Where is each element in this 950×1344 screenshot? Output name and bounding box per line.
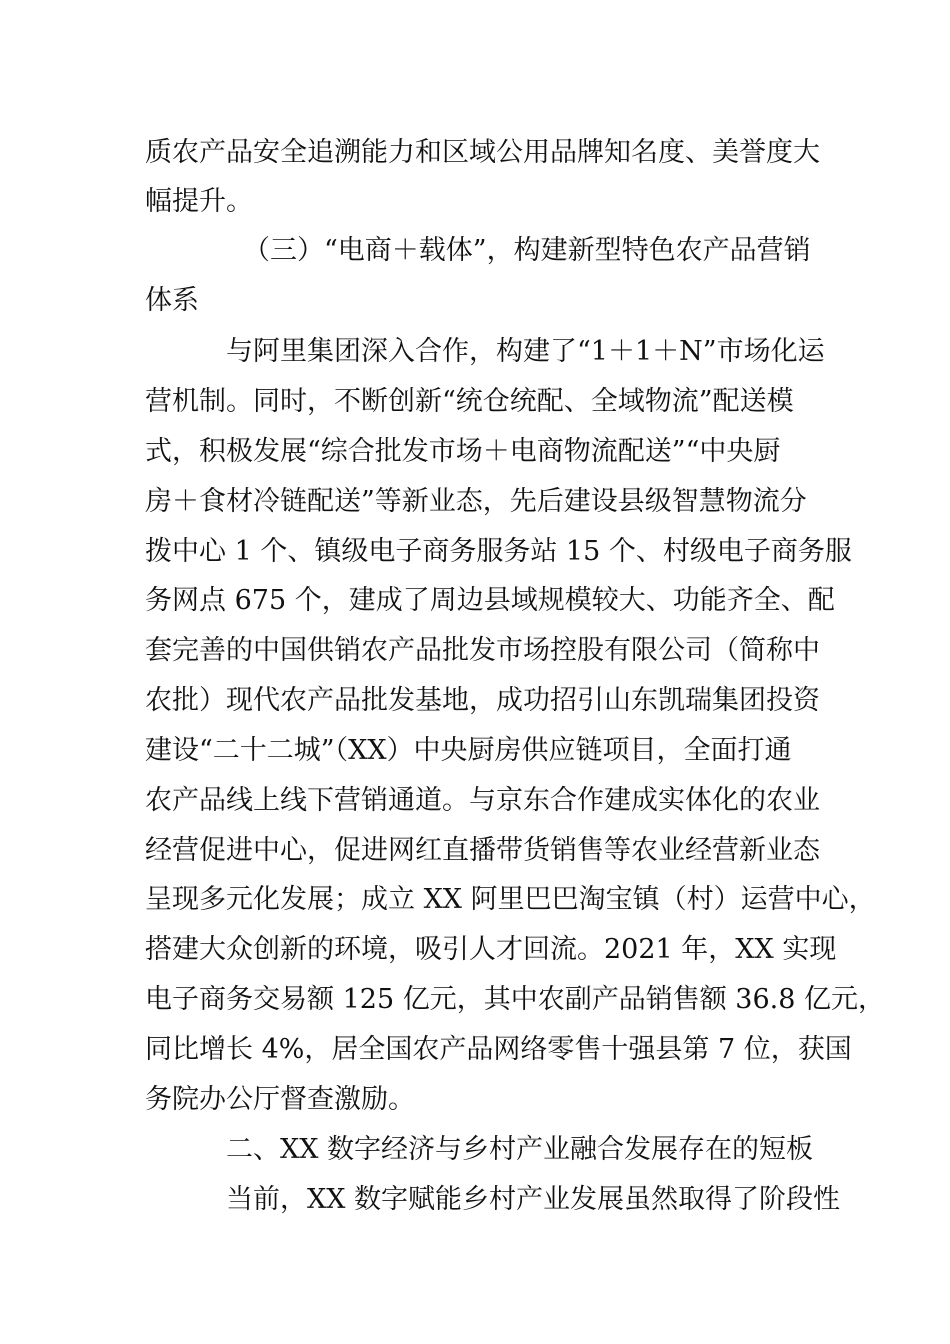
paragraph-line-1: 与阿里集团深入合作，构建了“1＋1＋N”市场化运: [226, 336, 825, 367]
paragraph-line-11: 经营促进中心，促进网红直播带货销售等农业经营新业态: [145, 835, 820, 866]
last-paragraph-line-1: 当前，XX 数字赋能乡村产业发展虽然取得了阶段性: [226, 1184, 841, 1215]
section-heading: 二、XX 数字经济与乡村产业融合发展存在的短板: [226, 1134, 814, 1165]
paragraph-line-7: 套完善的中国供销农产品批发市场控股有限公司（简称中: [145, 635, 820, 666]
paragraph-line-8: 农批）现代农产品批发基地，成功招引山东凯瑞集团投资: [145, 685, 820, 716]
paragraph-line-13: 搭建大众创新的环境，吸引人才回流。2021 年，XX 实现: [145, 934, 837, 965]
continuation-line-2: 幅提升。: [145, 186, 253, 217]
paragraph-line-9: 建设“二十二城”（XX）中央厨房供应链项目，全面打通: [145, 735, 792, 766]
paragraph-line-14: 电子商务交易额 125 亿元，其中农副产品销售额 36.8 亿元，: [145, 984, 885, 1015]
subsection-heading-line-2: 体系: [145, 285, 199, 316]
paragraph-line-4: 房＋食材冷链配送”等新业态，先后建设县级智慧物流分: [145, 486, 807, 517]
paragraph-line-2: 营机制。同时，不断创新“统仓统配、全域物流”配送模: [145, 386, 794, 417]
paragraph-line-6: 务网点 675 个，建成了周边县域规模较大、功能齐全、配: [145, 585, 835, 616]
paragraph-line-3: 式，积极发展“综合批发市场＋电商物流配送”“中央厨: [145, 436, 781, 467]
paragraph-line-10: 农产品线上线下营销通道。与京东合作建成实体化的农业: [145, 785, 820, 816]
continuation-line-1: 质农产品安全追溯能力和区域公用品牌知名度、美誉度大: [145, 137, 820, 168]
paragraph-line-5: 拨中心 1 个、镇级电子商务服务站 15 个、村级电子商务服: [145, 536, 852, 567]
subsection-heading-line-1: （三）“电商＋载体”，构建新型特色农产品营销: [243, 235, 811, 266]
paragraph-line-15: 同比增长 4%，居全国农产品网络零售十强县第 7 位，获国: [145, 1034, 852, 1065]
paragraph-line-12: 呈现多元化发展；成立 XX 阿里巴巴淘宝镇（村）运营中心，: [145, 884, 876, 915]
paragraph-line-16: 务院办公厅督查激励。: [145, 1084, 415, 1115]
